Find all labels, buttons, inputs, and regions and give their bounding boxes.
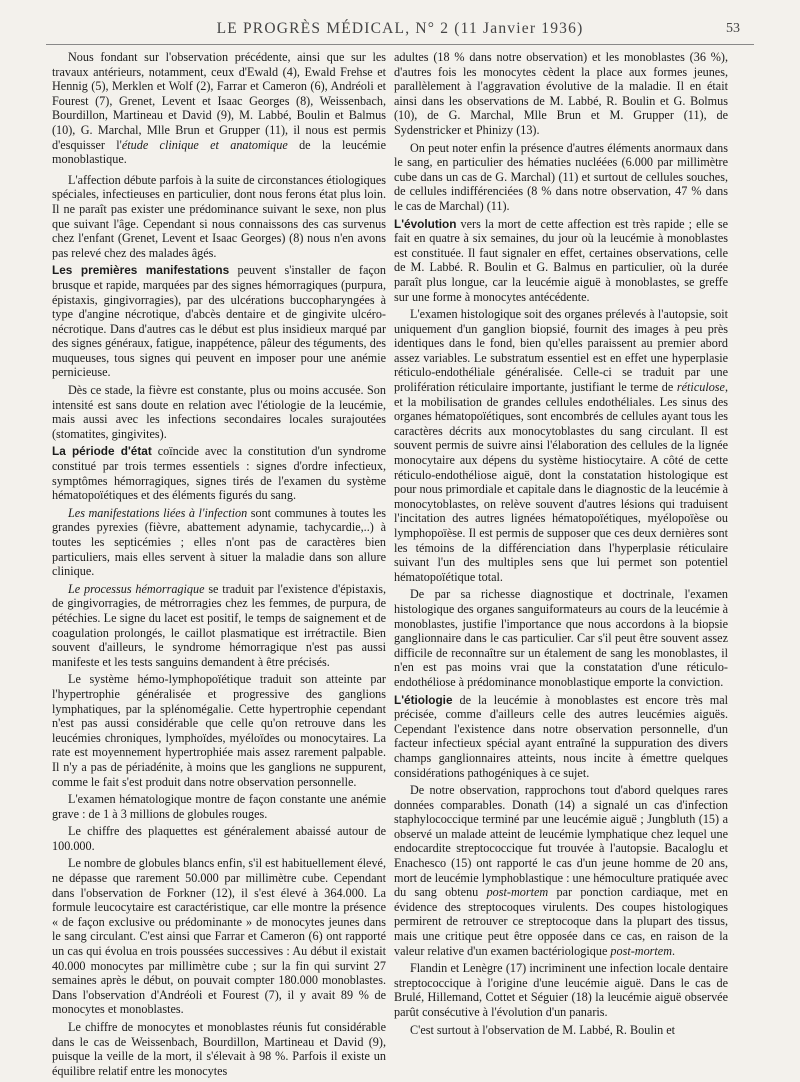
journal-title: LE PROGRÈS MÉDICAL, N° 2 (11 Janvier 1936) bbox=[216, 20, 584, 37]
text-run: , et la mobilisation de grandes cellules endothéliales. Les sinus des organes hématopoïétiques, sont encombrés de cellules ayant tous les caractères décrits aux monocytoblastes du sang circulant. Il est souvent permis de suivre ainsi l'élaboration des cellules de la lignée monocytaire aux dépens du système histiocytaire. A côté de cette réticulo-endothéliose aiguë, dont la constatation histologique est pour nous primordiale et capitale dans le diagnostic de la leucémie à monocytoblastes, on relève souvent d'autres lésions qui traduisent l'incitation des autres lignées hématopoïétiques, myélopoïèse ou lymphopoïèse. Il est permis de supposer que ces deux dernières sont les témoins de la différenciation dans l'hyperplasie réticulaire suivant l'un des multiples sens que lui permet son potentiel hématopoïétique total. bbox=[394, 380, 728, 584]
paragraph bbox=[52, 50, 386, 167]
text-run: vers la mort de cette affection est très rapide ; elle se fait en quatre à six semaines, du jour où la leucémie à monoblastes est constituée. Il faut signaler en effet, certaines observations, celle de M. Labbé. R. Boulin et G. Balmus en particulier, où la durée paraît plus longue, car la leucémie aiguë à monoblastes, se greffe sur une forme à monocytes antécédente. bbox=[394, 216, 728, 304]
paragraph bbox=[52, 792, 386, 821]
header-rule bbox=[46, 44, 754, 45]
paragraph bbox=[52, 856, 386, 1017]
paragraph bbox=[52, 263, 386, 380]
text-run: se traduit par l'existence d'épistaxis, de gingivorragies, de métrorragies chez les femmes, de purpura, de pétéchies. Le signe du lacet est positif, le temps de saignement et de coagulation prolongés, le caillot plasmatique est irrétractile. Bien souvent d'ailleurs, le syndrome hémorragique n'est pas aussi manifeste et les tests sanguins demandent à être précisés. bbox=[52, 581, 386, 669]
text-run: On peut noter enfin la présence d'autres éléments anormaux dans le sang, en particulier des hématies nucléées (6.000 par millimètre cube dans un cas de G. Marchal) (11) et surtout de cellules souches, de cellules indifférenciées (8 % dans notre observation, 47 % dans le cas de Marchal) (11). bbox=[394, 140, 728, 213]
italic-phrase: Le processus hémorragique bbox=[68, 581, 205, 596]
text-run: Dès ce stade, la fièvre est constante, plus ou moins accusée. Son intensité est sans doute en relation avec l'étiologie de la leucémie, mais aussi avec les infections secondaires locales surajoutées (stomatites, gingivites). bbox=[52, 383, 386, 441]
section-lead: L'étiologie bbox=[394, 692, 453, 707]
paragraph bbox=[394, 783, 728, 958]
paragraph bbox=[52, 444, 386, 502]
text-run: De notre observation, rapprochons tout d'abord quelques rares données comparables. Donath (14) a signalé un cas d'infection staphylococcique terminé par une leucémie aiguë ; Jungbluth (15) a observé un malade atteint de leucémie lymphatique chez lequel une endocardite streptococcique fut trouvée à l'autopsie. Bacaloglu et Enachesco (15) ont rapporté le cas d'un jeune homme de 20 ans, mort de leucémie lymphoblastique : une hémoculture pratiquée avec du sang obtenu bbox=[394, 783, 728, 900]
section-lead: La période d'état bbox=[52, 444, 152, 459]
paragraph bbox=[394, 1023, 728, 1038]
text-run: peuvent s'installer de façon brusque et rapide, marquées par des signes hémorragiques (purpura, épistaxis, gingivorragies), par des ulcérations buccopharyngées à type d'angine nécrotique, d'abcès dentaire et de gingivite ulcéro-nécrotique. Dans d'autres cas le début est plus insidieux marqué par des signes généraux, fatigue, inappétence, pâleur des téguments, des muqueuses, tous signes qui peuvent en imposer pour une anémie pernicieuse. bbox=[52, 263, 386, 380]
text-run: coïncide avec la constitution d'un syndrome constitué par trois termes essentiels : signes d'ordre infectieux, symptômes hémorragiques, signes tirés de l'examen du système hématopoïétiques et des éléments figurés du sang. bbox=[52, 444, 386, 503]
italic-phrase: post-mortem bbox=[610, 943, 673, 958]
paragraph bbox=[52, 672, 386, 789]
italic-phrase: post-mortem bbox=[486, 885, 549, 900]
text-run: par ponction cardiaque, met en évidence des streptocoques virulents. Des coupes histologiques permirent de retrouver ce streptocoque dans la plupart des tissus, mais une critique peut être opposée dans ce cas, en raison de la valeur relative d'un examen bactériologique bbox=[394, 885, 729, 958]
paragraph bbox=[52, 173, 386, 261]
text-run: L'examen histologique soit des organes prélevés à l'autopsie, soit uniquement d'un ganglion biopsié, fournit des images à peu près identiques dans le fond, bien qu'elles paraissent au premier abord assez variables. Le substratum essentiel est en effet une hyperplasie réticulo-endothéliale généralisée. Celle-ci se traduit par une prolifération réticulaire importante, justifiant le terme de bbox=[394, 307, 728, 395]
page-number: 53 bbox=[726, 21, 740, 36]
paragraph bbox=[394, 50, 728, 138]
text-run: L'affection débute parfois à la suite de circonstances étiologiques spéciales, infectieuses en particulier, dont nous ferons état plus loin. Il ne paraît pas exister une prédominance suivant le sexe, non plus que suivant l'âge. Cependant si nous connaissons des cas survenus chez l'enfant (Grenet, Levent et Isaac Georges) (8) nous n'en avons pas relevé chez des malades âgés. bbox=[52, 172, 386, 260]
text-run: de la leucémie monoblastique. bbox=[52, 137, 386, 167]
italic-phrase: Les manifestations liées à l'infection bbox=[68, 505, 248, 520]
italic-phrase: étude clinique et anatomique bbox=[121, 137, 288, 152]
paragraph bbox=[394, 141, 728, 214]
section-lead: Les premières manifestations bbox=[52, 263, 230, 278]
paragraph bbox=[394, 693, 728, 781]
section-lead: L'évolution bbox=[394, 216, 457, 231]
paragraph bbox=[394, 587, 728, 689]
text-run: Le chiffre des plaquettes est généralement abaissé autour de 100.000. bbox=[52, 824, 386, 853]
left-column bbox=[52, 50, 387, 1078]
text-run: De par sa richesse diagnostique et doctrinale, l'examen histologique des organes sanguiformateurs au cours de la leucémie à monoblastes, justifie l'importance que nous accordons à la biopsie ganglionnaire dans le cas particulier. Car s'il peut être souvent assez difficile de reconnaître sur un étalement de sang les monoblastes, il n'en est pas moins vrai que la constatation d'une réticulo-endothéliose à prédominance monoblastique emporte la conviction. bbox=[394, 587, 728, 689]
text-run: Le système hémo-lymphopoïétique traduit son atteinte par l'hypertrophie généralisée et progressive des ganglions lymphatiques, par la splénomégalie. Cette hypertrophie cependant n'est pas aussi considérable que celle qu'on retrouve dans les leucémies chroniques, lymphoïdes, myéloïdes ou monocytaires. La rate est moyennement hypertrophiée mais assez rarement palpable. Il n'y a pas de périadénite, à moins que les ganglions ne suppurent, comme le fait s'est produit dans notre observation personnelle. bbox=[52, 672, 386, 789]
text-run: C'est surtout à l'observation de M. Labbé, R. Boulin et bbox=[410, 1022, 676, 1037]
text-run: L'examen hématologique montre de façon constante une anémie grave : de 1 à 3 millions de globules rouges. bbox=[52, 792, 386, 821]
text-run: Flandin et Lenègre (17) incriminent une infection locale dentaire streptococcique à l'origine d'une leucémie aiguë. Dans le cas de Brulé, Hillemand, Cottet et Séguier (18) la leucémie aiguë observée parût consécutive à l'évolution d'un panaris. bbox=[394, 961, 728, 1019]
paragraph bbox=[52, 824, 386, 853]
right-column bbox=[394, 50, 728, 1070]
text-run: . bbox=[672, 943, 676, 958]
text-run: Nous fondant sur l'observation précédente, ainsi que sur les travaux antérieurs, notamment, ceux d'Ewald (4), Ewald Frehse et Hennig (5), Merklen et Wolf (2), Farrar et Cameron (6), Andréoli et Fourest (7), Grenet, Levent et Isaac Georges (8), Weissenbach, Bourdillon, Martineau et David (9), M. Labbé, Boulin et Balmus (10), G. Marchal, Mlle Brun et Grupper (11), il nous est permis d'esquisser l' bbox=[52, 50, 386, 152]
paragraph bbox=[394, 961, 728, 1019]
paragraph bbox=[52, 1020, 386, 1078]
paragraph bbox=[394, 217, 728, 305]
text-run: de la leucémie à monoblastes est encore très mal précisée, comme d'ailleurs celle des autres leucémies aiguës. Cependant l'existence dans notre observation personnelle, d'un facteur infectieux spécial ayant entraîné la suppuration des divers champs ganglionnaires atteints, nous incite à émettre quelques considérations pathogéniques à ce sujet. bbox=[394, 692, 728, 780]
italic-phrase: réticulose bbox=[676, 380, 725, 395]
text-run: Le chiffre de monocytes et monoblastes réunis fut considérable dans le cas de Weissenbach, Bourdillon, Martineau et David (9), puisque la veille de la mort, il s'élevait à 98 %. Parfois il existe un équilibre relatif entre les monocytes bbox=[52, 1020, 386, 1078]
paragraph bbox=[52, 383, 386, 441]
paragraph bbox=[394, 307, 728, 584]
text-run: sont communes à toutes les grandes pyrexies (fièvre, abattement adynamie, tachycardie,..) à toutes les septicémies ; elles n'ont pas de caractères bien particuliers, mais elles servent à situer la maladie dans son allure clinique. bbox=[52, 505, 387, 579]
text-run: adultes (18 % dans notre observation) et les monoblastes (36 %), d'autres fois les monocytes cèdent la place aux formes jeunes, parallèlement à l'aggravation évolutive de la maladie. Il en était ainsi dans les observations de M. Labbé, R. Boulin et G. Bolmus (10), de G. Marchal, Mlle Brun et M. Grupper (11), de Sydenstricker et Phinizy (13). bbox=[394, 50, 728, 137]
text-run: Le nombre de globules blancs enfin, s'il est habituellement élevé, ne dépasse que rarement 50.000 par millimètre cube. Cependant dans l'observation de Forkner (12), il s'est élevé à 364.000. La formule leucocytaire est caractéristique, car elle montre la présence « de façon exclusive ou prédominante » de monocytes jeunes dans le sang circulant. C'est ainsi que Farrar et Cameron (6) ont rapporté un cas qui évolua en trois poussées successives : Au début il existait 40.000 monocytes par millimètre cube ; sur la fin qui survint 27 semaines après le début, on pouvait compter 180.000 monoblastes. Dans l'observation d'Andréoli et Fourest (7), il y avait 89 % de monocytes et monoblastes. bbox=[52, 856, 386, 1017]
paragraph bbox=[52, 582, 386, 670]
paragraph bbox=[52, 506, 386, 579]
running-header bbox=[0, 20, 800, 42]
